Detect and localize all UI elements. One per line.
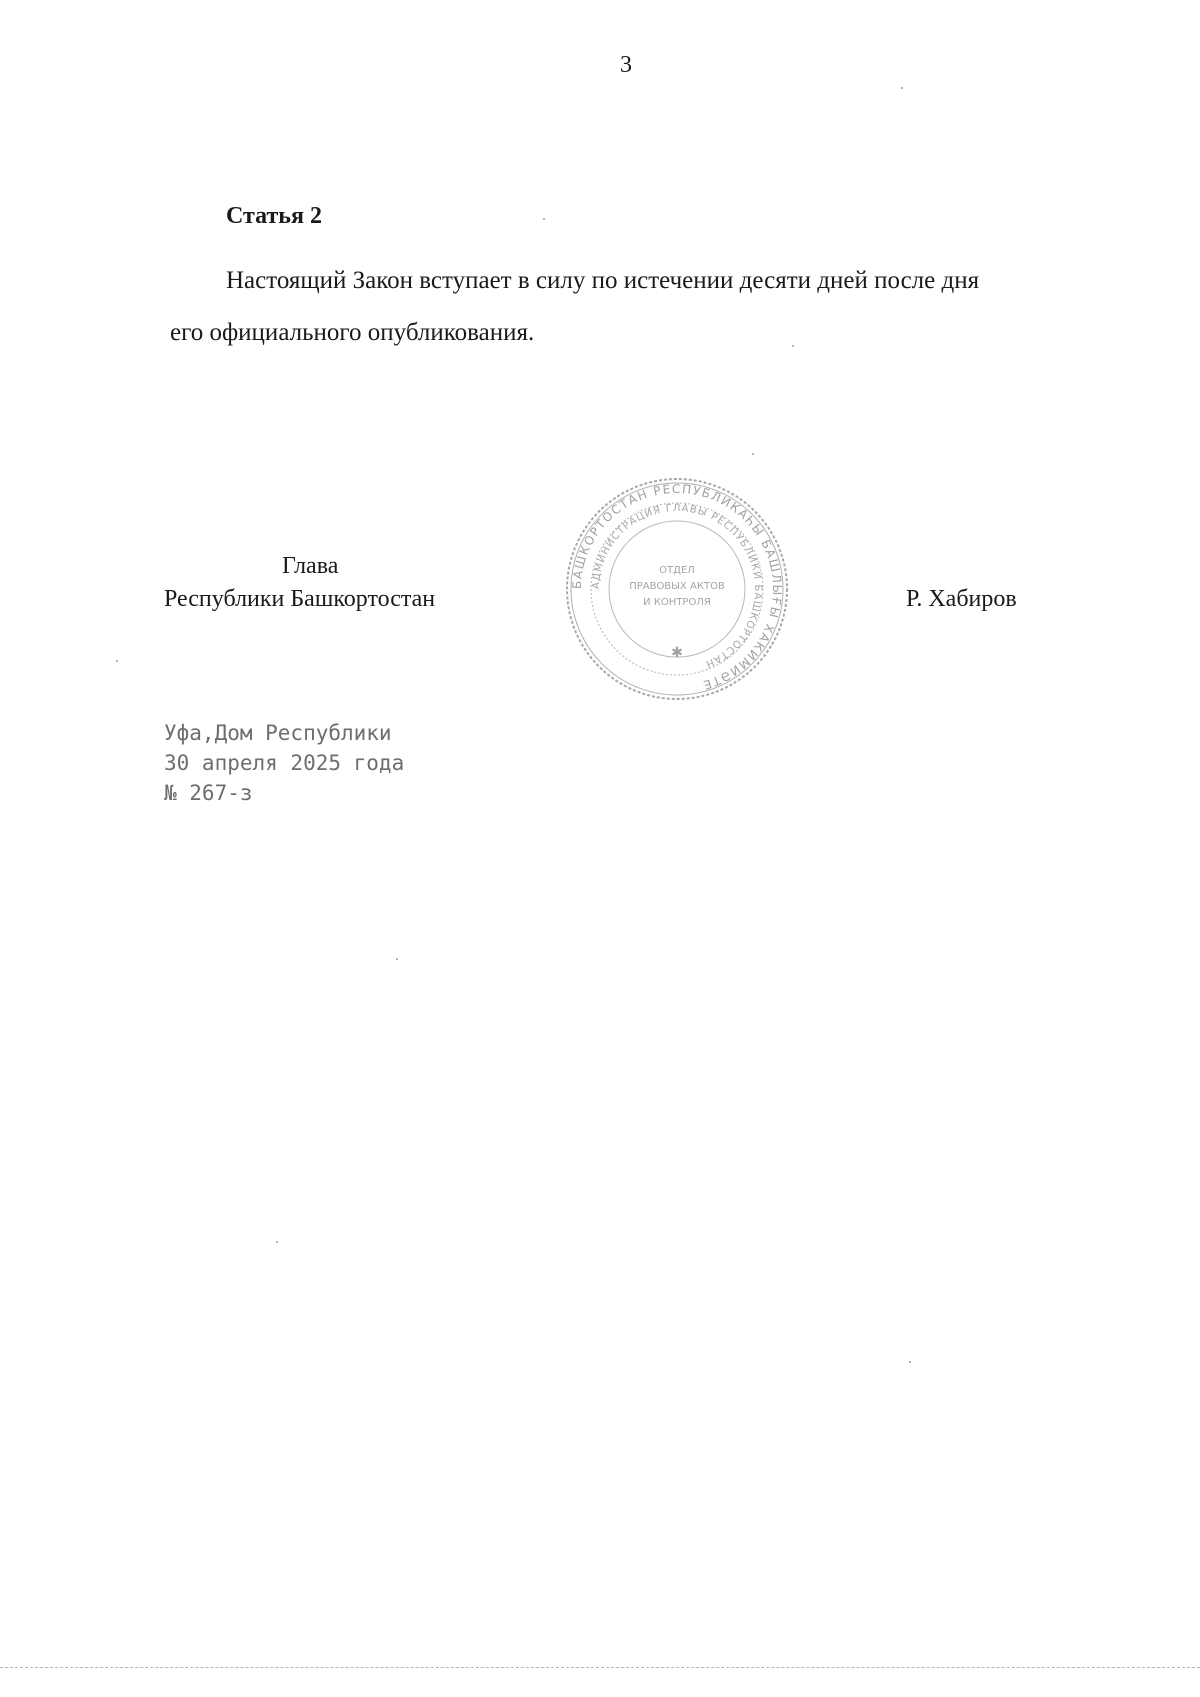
seal-center-line-2: ПРАВОВЫХ АКТОВ — [629, 581, 725, 592]
scan-speck — [116, 660, 118, 662]
official-seal — [563, 475, 791, 703]
seal-center-line-3: И КОНТРОЛЯ — [643, 597, 711, 608]
registration-place: Уфа,Дом Республики — [164, 721, 392, 745]
article-heading: Статья 2 — [226, 203, 322, 229]
scan-speck — [543, 218, 545, 220]
scan-speck — [752, 453, 754, 455]
signatory-title: Глава — [282, 553, 339, 579]
registration-stamp — [164, 718, 404, 808]
seal-center-line-1: ОТДЕЛ — [659, 565, 695, 576]
scan-speck — [792, 345, 794, 347]
signatory-name: Р. Хабиров — [906, 586, 1017, 612]
registration-number: № 267-з — [164, 781, 253, 805]
scan-speck — [276, 1241, 278, 1243]
registration-date: 30 апреля 2025 года — [164, 751, 405, 775]
article-text-line-1: Настоящий Закон вступает в силу по истечении десяти дней после дня — [226, 267, 980, 294]
scan-edge-line — [0, 1667, 1200, 1668]
seal-star-icon: ✱ — [671, 645, 683, 661]
signatory-position: Республики Башкортостан — [164, 586, 436, 612]
signatory-position-block — [164, 550, 504, 616]
seal-outer-textpath: БАШКОРТОСТАН РЕСПУБЛИКАҺЫ БАШЛЫҒЫ ХАКИМИӘТЕ — [569, 481, 785, 693]
seal-inner-textpath: АДМИНИСТРАЦИЯ ГЛАВЫ РЕСПУБЛИКИ БАШКОРТОСТАН — [590, 502, 764, 670]
scan-speck — [909, 1361, 911, 1363]
scan-speck — [396, 958, 398, 960]
article-text-line-2: его официального опубликования. — [170, 319, 535, 346]
article-body — [170, 255, 1090, 359]
page-number: 3 — [620, 52, 632, 78]
scan-speck — [901, 87, 903, 89]
